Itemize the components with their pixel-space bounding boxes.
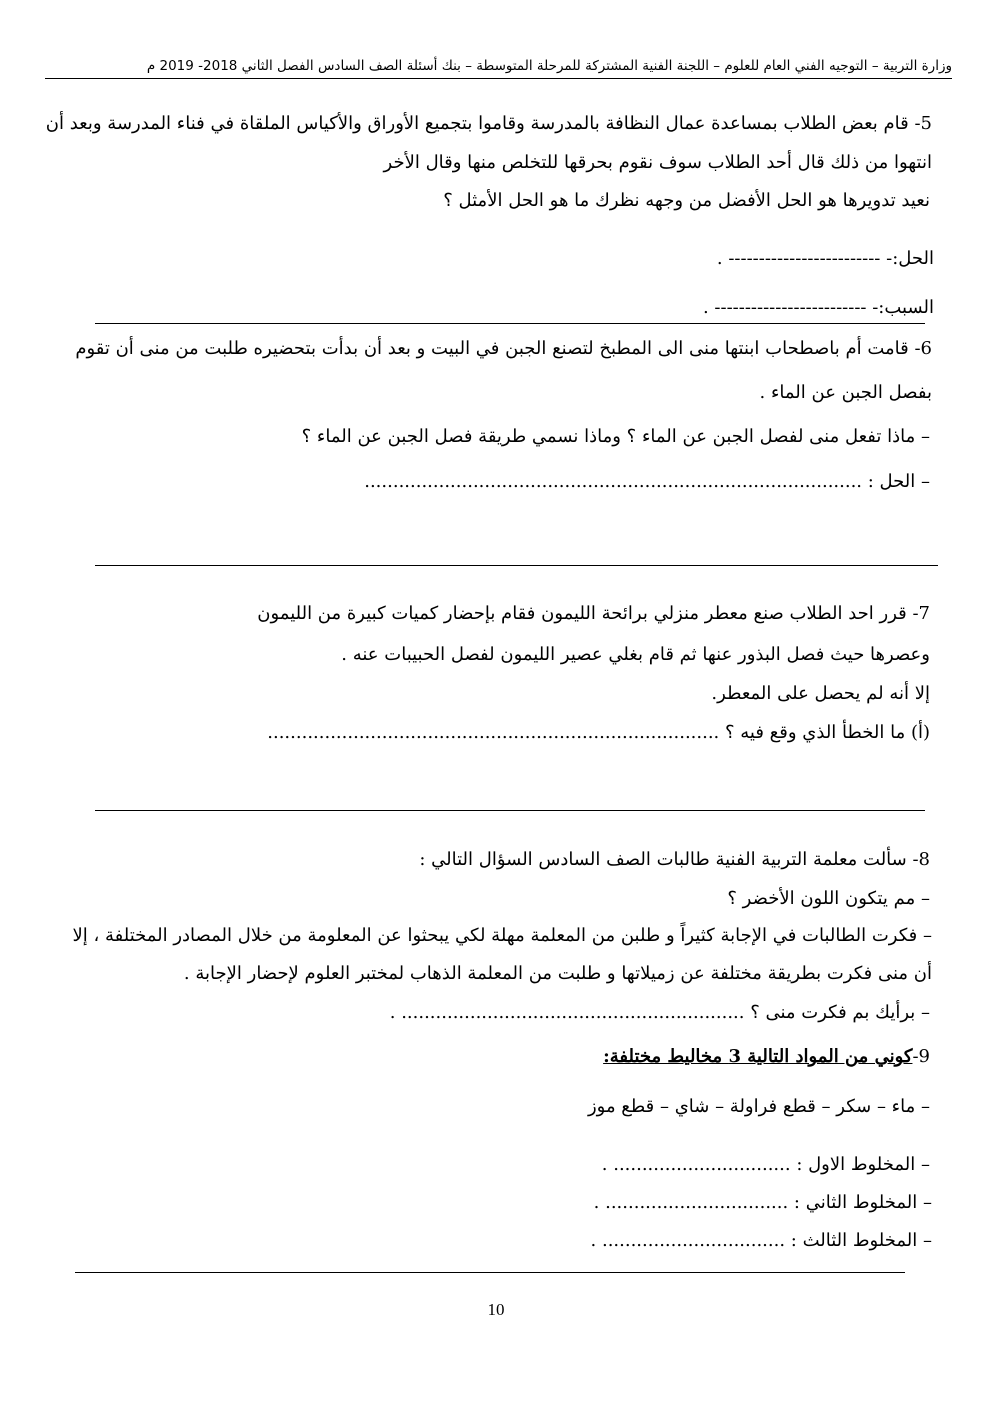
q7-question: (أ) ما الخطأ الذي وقع فيه ؟ ............................................................................... <box>267 722 930 743</box>
q9-heading <box>603 1045 930 1069</box>
q5-solution: الحل:- ------------------------- . <box>716 248 934 269</box>
q5-line-3: نعيد تدويرها هو الحل الأفضل من وجهه نظرك ما هو الحل الأمثل ؟ <box>443 190 930 211</box>
q9-mixture-3: – المخلوط الثالث : ................................ . <box>590 1230 932 1251</box>
section-divider <box>95 323 925 324</box>
q6-line-1: 6- قامت أم باصطحاب ابنتها منى الى المطبخ لتصنع الجبن في البيت و بعد أن بدأت بتحضيره طلبت من منى أن تقوم <box>75 338 932 359</box>
q5-line-1: 5- قام بعض الطلاب بمساعدة عمال النظافة بالمدرسة وقاموا بتجميع الأوراق والأكياس الملقاة في فناء المدرسة وبعد أن <box>45 113 932 134</box>
q9-mixture-1: – المخلوط الاول : ............................... . <box>601 1154 930 1175</box>
q9-number: 9- <box>912 1046 930 1067</box>
q8-line-4: أن منى فكرت بطريقة مختلفة عن زميلاتها و طلبت من المعلمة الذهاب لمختبر العلوم لإحضار الإجابة . <box>183 963 932 984</box>
q9-title: كوني من المواد التالية 3 مخاليط مختلفة: <box>603 1046 913 1067</box>
section-divider <box>95 565 938 566</box>
q7-line-3: إلا أنه لم يحصل على المعطر. <box>711 683 930 704</box>
q8-line-1: 8- سألت معلمة التربية الفنية طالبات الصف السادس السؤال التالي : <box>419 849 930 870</box>
q7-line-2: وعصرها حيث فصل البذور عنها ثم قام بغلي عصير الليمون لفصل الحبيبات عنه . <box>341 644 930 665</box>
q9-materials: – ماء – سكر – قطع فراولة – شاي – قطع موز <box>587 1096 930 1117</box>
footer-divider <box>75 1272 905 1273</box>
page-number: 10 <box>487 1300 505 1319</box>
page-header: وزارة التربية – التوجيه الفني العام للعلوم – اللجنة الفنية المشتركة للمرحلة المتوسطة – بنك أسئلة الصف السادس الفصل الثاني 2018- 2019 م <box>146 58 952 74</box>
q5-line-2: انتهوا من ذلك قال أحد الطلاب سوف نقوم بحرقها للتخلص منها وقال الأخر <box>383 152 932 173</box>
q8-bullet-1: – مم يتكون اللون الأخضر ؟ <box>727 888 930 909</box>
q8-bullet-3: – برأيك بم فكرت منى ؟ ............................................................ . <box>389 1002 930 1023</box>
header-divider <box>45 78 952 79</box>
q5-reason: السبب:- ------------------------- . <box>702 297 934 318</box>
q6-answer: – الحل : ....................................................................................... <box>364 471 930 492</box>
q6-line-2: بفصل الجبن عن الماء . <box>759 382 932 403</box>
q8-bullet-2: – فكرت الطالبات في الإجابة كثيراً و طلبن من المعلمة مهلة لكي يبحثوا عن المعلومة من خلال المصادر المختلفة ، إلا <box>72 925 932 946</box>
q6-question: – ماذا تفعل منى لفصل الجبن عن الماء ؟ وماذا نسمي طريقة فصل الجبن عن الماء ؟ <box>301 426 930 447</box>
section-divider <box>95 810 925 811</box>
q9-mixture-2: – المخلوط الثاني : ................................ . <box>593 1192 932 1213</box>
q7-line-1: 7- قرر احد الطلاب صنع معطر منزلي برائحة الليمون فقام بإحضار كميات كبيرة من الليمون <box>257 603 930 624</box>
